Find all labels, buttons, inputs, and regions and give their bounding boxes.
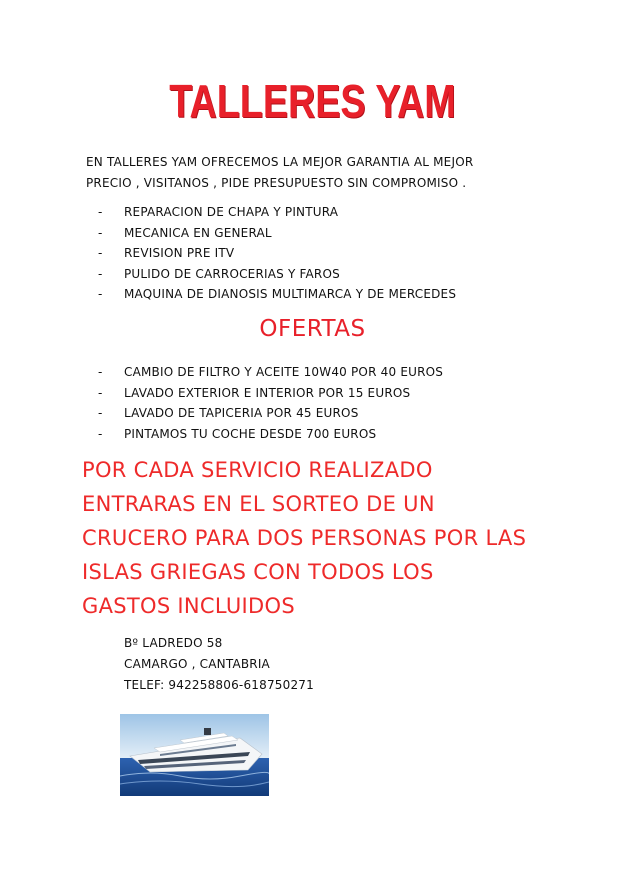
bullet-dash: - [98,426,103,441]
list-item [98,383,443,404]
list-item [98,362,443,383]
offer-label: LAVADO EXTERIOR E INTERIOR POR 15 EUROS [124,385,411,400]
offers-heading: OFERTAS [259,316,366,342]
list-item [98,424,443,445]
contact-address [124,633,314,696]
bullet-dash: - [98,246,103,260]
promo-line: ENTRARAS EN EL SORTEO DE UN [82,492,435,516]
bullet-dash: - [98,365,103,379]
cruise-ship-icon [120,714,269,796]
promo-line: POR CADA SERVICIO REALIZADO [82,458,433,482]
bullet-dash: - [98,266,103,281]
offer-label: CAMBIO DE FILTRO Y ACEITE 10W40 POR 40 EUROS [124,365,444,379]
bullet-dash: - [98,287,103,301]
promo-line: GASTOS INCLUIDOS [82,594,295,618]
intro-line: EN TALLERES YAM OFRECEMOS LA MEJOR GARANTIA AL MEJOR [86,155,474,169]
bullet-dash: - [98,225,103,240]
address-phone: TELEF: 942258806-618750271 [124,678,314,692]
service-label: MAQUINA DE DIANOSIS MULTIMARCA Y DE MERCEDES [124,287,457,301]
list-item [98,264,456,285]
service-label: REPARACION DE CHAPA Y PINTURA [124,205,339,219]
bullet-dash: - [98,385,103,400]
intro-text [86,152,546,194]
service-label: REVISION PRE ITV [124,246,235,260]
promo-text [82,453,602,623]
list-item [98,403,443,424]
list-item [98,284,456,305]
list-item [98,202,456,223]
address-city: CAMARGO , CANTABRIA [124,657,270,671]
services-list [98,202,456,305]
list-item [98,243,456,264]
service-label: PULIDO DE CARROCERIAS Y FAROS [124,266,340,281]
service-label: MECANICA EN GENERAL [124,225,272,240]
offers-list [98,362,443,444]
bullet-dash: - [98,205,103,219]
cruise-ship-image [120,714,269,796]
offer-label: LAVADO DE TAPICERIA POR 45 EUROS [124,406,359,420]
promo-line: ISLAS GRIEGAS CON TODOS LOS [82,560,434,584]
promo-line: CRUCERO PARA DOS PERSONAS POR LAS [82,526,527,550]
offer-label: PINTAMOS TU COCHE DESDE 700 EUROS [124,426,377,441]
page-title: TALLERES YAM [169,75,456,127]
address-street: Bº LADREDO 58 [124,636,223,650]
intro-line: PRECIO , VISITANOS , PIDE PRESUPUESTO SIN COMPROMISO . [86,176,467,190]
list-item [98,223,456,244]
bullet-dash: - [98,406,103,420]
